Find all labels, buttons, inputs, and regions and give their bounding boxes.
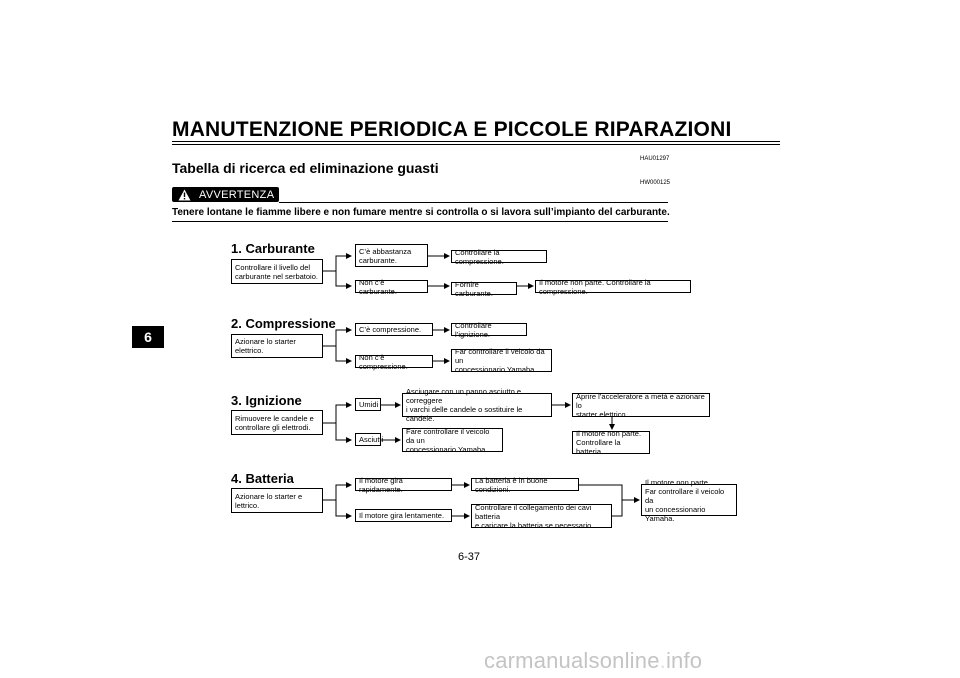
warning-code: HW000125: [640, 180, 671, 186]
warning-badge-label: AVVERTENZA: [199, 188, 275, 201]
compression-start-box: Azionare lo starter elettrico.: [231, 334, 323, 358]
fuel-yes-action-box: Controllare la compressione.: [451, 250, 547, 263]
ignition-dry-action-box: Fare controllare il veicolo da un concessionario Yamaha.: [402, 428, 503, 452]
ignition-dry-box: Asciutti: [355, 433, 381, 446]
section-title: Tabella di ricerca ed eliminazione guasti: [172, 160, 439, 176]
connector-bat-fast: [323, 485, 351, 500]
connector-comp-yes: [323, 330, 351, 346]
compression-no-box: Non c’è compressione.: [355, 355, 433, 368]
battery-slow-box: Il motore gira lentamente.: [355, 509, 452, 522]
page-header-title: MANUTENZIONE PERIODICA E PICCOLE RIPARAZIONI: [172, 118, 732, 141]
compression-yes-action-box: Controllare l’ignizione.: [451, 323, 527, 336]
battery-fast-box: Il motore gira rapidamente.: [355, 478, 452, 491]
ignition-start-box: Rimuovere le candele e controllare gli elettrodi.: [231, 410, 323, 435]
connector-bat-slow: [336, 500, 351, 516]
connector-fuel-yes: [323, 256, 351, 271]
chapter-tab: 6: [132, 326, 164, 348]
watermark-tld: info: [665, 648, 703, 673]
ignition-wet-box: Umidi: [355, 398, 381, 411]
fuel-no-action-box: Fornire carburante.: [451, 282, 517, 295]
battery-fast-result-box: La batteria è in buone condizioni.: [471, 478, 579, 491]
page-number: 6-37: [458, 551, 481, 563]
section-fuel-title: 1. Carburante: [231, 241, 315, 256]
watermark: [484, 648, 702, 674]
ignition-wet-action-box: Asciugare con un panno asciutto e correggere i varchi delle candele o sostituire le candele.: [402, 393, 552, 417]
section-compression-title: 2. Compressione: [231, 316, 336, 331]
fuel-start-box: Controllare il livello del carburante nel serbatoio.: [231, 259, 323, 284]
connector-comp-no: [336, 346, 351, 361]
connector-fuel-no: [336, 271, 351, 286]
battery-slow-action-box: Controllare il collegamento dei cavi batteria e caricare la batteria se necessario.: [471, 504, 612, 528]
battery-start-box: Azionare lo starter e lettrico.: [231, 488, 323, 513]
watermark-dot: .: [659, 648, 666, 673]
connector-ign-dry: [336, 423, 351, 440]
warning-text: Tenere lontane le fiamme libere e non fumare mentre si controlla o si lavora sull’impianto del carburante.: [172, 207, 670, 218]
fuel-no-box: Non c’è carburante.: [355, 280, 428, 293]
fuel-yes-box: C’è abbastanza carburante.: [355, 244, 428, 267]
connector-ign-wet: [323, 405, 351, 423]
ignition-wet-next-box: Aprire l’acceleratore a metà e azionare lo starter elettrico.: [572, 393, 710, 417]
watermark-name: carmanualsonline: [484, 648, 660, 673]
section-code: HAU01297: [640, 156, 670, 162]
compression-no-action-box: Far controllare il veicolo da un concessionario Yamaha.: [451, 349, 552, 372]
fuel-no-result-box: Il motore non parte. Controllare la compressione.: [535, 280, 691, 293]
ignition-wet-result-box: Il motore non parte. Controllare la batteria.: [572, 431, 650, 454]
section-battery-title: 4. Batteria: [231, 471, 294, 486]
section-ignition-title: 3. Ignizione: [231, 393, 302, 408]
compression-yes-box: C’è compressione.: [355, 323, 433, 336]
battery-final-box: Il motore non parte. Far controllare il veicolo da un concessionario Yamaha.: [641, 484, 737, 516]
